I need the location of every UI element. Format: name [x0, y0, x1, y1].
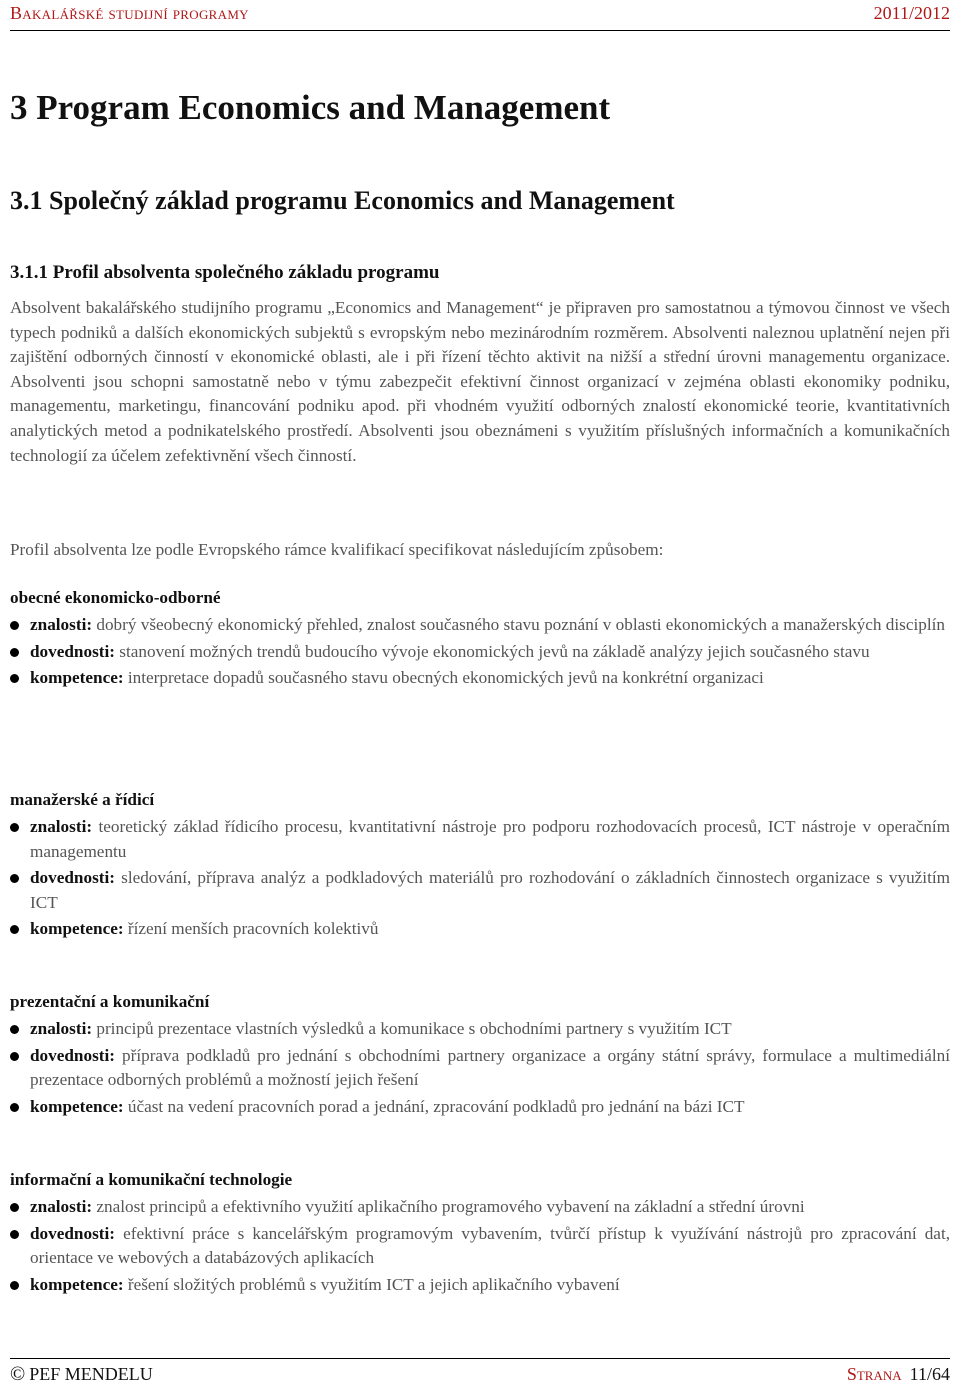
item-text: znalost principů a efektivního využití aplikačního programového vybavení na základní a střední úrovni [96, 1197, 805, 1216]
list-item [10, 1044, 950, 1093]
bullet-list [10, 1195, 950, 1299]
page-footer [10, 1362, 950, 1386]
list-item [10, 1222, 950, 1271]
item-label: znalosti: [30, 1197, 93, 1216]
profile-intro-paragraph: Profil absolventa lze podle Evropského rámce kvalifikací specifikovat následujícím způsobem: [10, 540, 664, 559]
bullet-list [10, 815, 950, 944]
item-label: znalosti: [30, 1019, 93, 1038]
bullet-icon [10, 621, 19, 630]
section-title: 3.1 Společný základ programu Economics and Management [10, 186, 675, 215]
item-text: interpretace dopadů současného stavu obecných ekonomických jevů na konkrétní organizaci [127, 668, 764, 688]
section-heading: informační a komunikační technologie [10, 1170, 293, 1189]
section-heading: prezentační a komunikační [10, 992, 210, 1011]
item-text: dobrý všeobecný ekonomický přehled, znalost současného stavu poznání v oblasti ekonomických a manažerských disciplín [96, 615, 946, 634]
page-header [10, 0, 950, 28]
item-text: příprava podkladů pro jednání s obchodními partnery organizace a orgány státní správy, formulace a multimediální prezentace odborných problémů a možností jejich řešení [30, 1045, 951, 1090]
bullet-icon [10, 1103, 19, 1112]
list-item [10, 866, 950, 915]
list-item [10, 666, 950, 691]
bullet-icon [10, 1203, 19, 1212]
copyright-icon: © [10, 1362, 26, 1385]
item-text: řešení složitých problémů s využitím ICT a jejich aplikačního vybavení [127, 1274, 620, 1294]
header-program-title: Bakalářské studijní programy [10, 3, 249, 23]
bullet-icon [10, 925, 19, 934]
item-label: kompetence: [30, 668, 124, 688]
footer-page-number [847, 1364, 950, 1385]
item-text: efektivní práce s kancelářským programovým vybavením, tvůrčí přístup k využívání nástrojů pro zpracování dat, orientace ve webových a databázových aplikacích [30, 1223, 951, 1268]
list-item [10, 1017, 950, 1042]
header-year: 2011/2012 [873, 3, 950, 23]
bullet-icon [10, 823, 19, 832]
item-label: znalosti: [30, 615, 93, 634]
item-label: dovednosti: [30, 641, 115, 661]
bullet-icon [10, 1281, 19, 1290]
item-text: teoretický základ řídicího procesu, kvantitativní nástroje pro podporu rozhodovacích procesů, ICT nástroje v operačním managementu [30, 817, 950, 861]
item-text: účast na vedení pracovních porad a jednání, zpracování podkladů pro jednání na bázi ICT [127, 1096, 745, 1116]
list-item [10, 1195, 950, 1220]
section-heading: manažerské a řídicí [10, 790, 155, 809]
subsection-title: 3.1.1 Profil absolventa společného základu programu [10, 262, 440, 283]
section-heading: obecné ekonomicko-odborné [10, 588, 221, 607]
bullet-list [10, 613, 950, 693]
bullet-icon [10, 1025, 19, 1034]
list-item [10, 1273, 950, 1298]
bullet-list [10, 1017, 950, 1121]
footer-rule [10, 1358, 950, 1359]
item-label: kompetence: [30, 919, 124, 939]
list-item [10, 917, 950, 942]
list-item [10, 1095, 950, 1120]
bullet-icon [10, 874, 19, 883]
item-text: stanovení možných trendů budoucího vývoje ekonomických jevů na základě analýzy jejich současného stavu [119, 641, 870, 661]
bullet-icon [10, 1230, 19, 1239]
footer-publisher-name: PEF MENDELU [29, 1363, 153, 1384]
page-label: Strana [846, 1363, 902, 1384]
item-label: dovednosti: [30, 868, 115, 888]
item-label: znalosti: [30, 817, 93, 836]
list-item [10, 640, 950, 665]
item-label: kompetence: [30, 1096, 124, 1116]
page-number: 11/64 [909, 1363, 950, 1384]
footer-publisher [10, 1363, 153, 1386]
item-text: principů prezentace vlastních výsledků a komunikace s obchodními partnery s využitím ICT [96, 1019, 732, 1038]
bullet-icon [10, 1052, 19, 1061]
item-label: dovednosti: [30, 1223, 115, 1243]
list-item [10, 815, 950, 864]
intro-paragraph: Absolvent bakalářského studijního programu „Economics and Management“ je připraven pro samostatnou a týmovou činnost ve všech typech podniků a dalších ekonomických subjektů s evropským nebo mezinárodním rozměrem. Absolventi naleznou uplatnění nejen při zajištění odborných činností v ekonomické oblasti, ale i při řízení těchto aktivit na nižší a střední úrovni managementu organizace. Absolventi jsou schopni samostatně nebo v týmu zabezpečit efektivní činnost organizací v zejména oblasti ekonomiky podniku, managementu, marketingu, financování podniku apod. při vhodném využití odborných znalostí ekonomické teorie, kvantitativních analytických metod a podnikatelského prostředí. Absolventi jsou obeznámeni s využitím příslušných informačních a komunikačních technologií za účelem zefektivnění všech činností. [10, 298, 950, 465]
chapter-title: 3 Program Economics and Management [10, 88, 611, 127]
item-text: řízení menších pracovních kolektivů [127, 919, 379, 939]
bullet-icon [10, 674, 19, 683]
item-label: kompetence: [30, 1274, 124, 1294]
bullet-icon [10, 648, 19, 657]
header-rule [10, 30, 950, 31]
list-item [10, 613, 950, 638]
item-label: dovednosti: [30, 1045, 115, 1065]
item-text: sledování, příprava analýz a podkladových materiálů pro rozhodování o základních činnostech organizace s využitím ICT [30, 868, 951, 912]
